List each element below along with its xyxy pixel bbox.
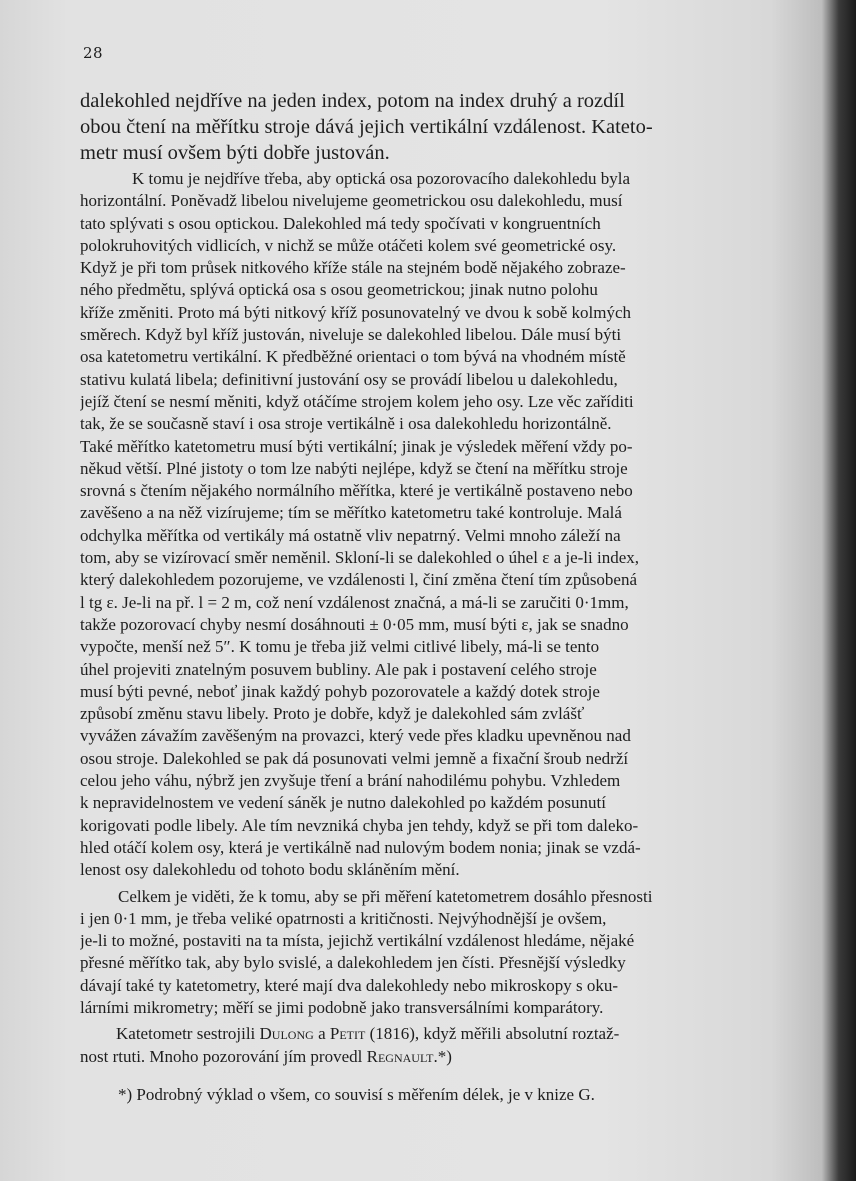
page-number: 28 [83, 44, 104, 62]
text-line: osou stroje. Dalekohled se pak dá posunovati velmi jemně a fixační šroub nedrží [80, 748, 629, 768]
text-line: polokruhovitých vidlicích, v nichž se může otáčeti kolem své geometrické osy. [80, 235, 617, 255]
text-line: Celkem je viděti, že k tomu, aby se při měření katetometrem dosáhlo přesnosti [118, 886, 653, 906]
text-line: osa katetometru vertikální. K předběžné orientaci o tom bývá na vhodném místě [80, 347, 626, 367]
text-line: hled otáčí kolem osy, která je vertikálně nad nulovým bodem nonia; jinak se vzdá- [80, 837, 641, 857]
text-line: horizontální. Poněvadž libelou nivelujeme geometrickou osu dalekohledu, musí [80, 191, 623, 211]
history-text: a [313, 1024, 330, 1044]
text-line: způsobí změnu stavu libely. Proto je dobře, když je dalekohled sám zvlášť [80, 704, 585, 724]
text-line: který dalekohledem pozorujeme, ve vzdálenosti l, činí změna čtení tím způsobená [80, 570, 638, 590]
text-line: metr musí ovšem býti dobře justován. [80, 142, 390, 164]
footnote: *) Podrobný výklad o všem, co souvisí s měřením délek, je v knize G. [118, 1085, 595, 1104]
text-line: tom, aby se vizírovací směr neměnil. Skloní-li se dalekohled o úhel ε a je-li index, [80, 548, 640, 568]
text-line: srovná s čtením nějakého normálního měřítka, které je vertikálně postaveno nebo [80, 481, 633, 501]
text-line: celou jeho váhu, nýbrž jen zvyšuje tření a brání nahodilému pohybu. Vzhledem [80, 771, 621, 791]
text-line: Také měřítko katetometru musí býti vertikální; jinak je výsledek měření vždy po- [80, 436, 633, 456]
text-line: musí býti pevné, neboť jinak každý pohyb pozorovatele a každý dotek stroje [80, 681, 600, 701]
body-text [80, 88, 770, 1068]
text-line: odchylka měřítka od vertikály má ostatně vliv nepatrný. Velmi mnoho záleží na [80, 525, 621, 545]
lead-paragraph [80, 88, 770, 166]
history-text: (1816), když měřili absolutní roztaž- [365, 1024, 620, 1044]
text-line: Když je při tom průsek nitkového kříže stále na stejném bodě nějakého zobraze- [80, 258, 626, 278]
text-line: lenost osy dalekohledu od tohoto bodu skláněním mění. [80, 860, 460, 880]
text-line: úhel projeviti znatelným posuvem bubliny. Ale pak i postavení celého stroje [80, 659, 597, 679]
history-text: .*) [433, 1046, 452, 1066]
text-line: vypočte, menší než 5″. K tomu je třeba již velmi citlivé libely, má-li se tento [80, 637, 600, 657]
text-line: l tg ε. Je-li na př. l = 2 m, což není vzdálenost značná, a má-li se zaručiti 0·1mm, [80, 592, 629, 612]
paragraph-alignment [80, 168, 770, 882]
text-line: jejíž čtení se nesmí měniti, když otáčíme strojem kolem jeho osy. Lze věc zaříditi [80, 391, 634, 411]
text-line: zavěšeno a na něž vizírujeme; tím se měřítko katetometru také kontroluje. Malá [80, 503, 622, 523]
text-line: stativu kulatá libela; definitivní justování osy se provádí libelou u dalekohledu, [80, 369, 618, 389]
text-line: i jen 0·1 mm, je třeba veliké opatrnosti a kritičnosti. Nejvýhodnější je ovšem, [80, 908, 607, 928]
text-line: tak, že se současně staví i osa stroje vertikálně i osa dalekohledu horizontálně. [80, 414, 612, 434]
text-line: obou čtení na měřítku stroje dává jejich vertikální vzdálenost. Kateto- [80, 116, 653, 138]
history-line-1 [80, 1023, 770, 1045]
history-text: nost rtuti. Mnoho pozorování jím provedl [80, 1046, 367, 1066]
text-line: směrech. Když byl kříž justován, niveluje se dalekohled libelou. Dále musí býti [80, 325, 622, 345]
text-line: kříže změniti. Proto má býti nitkový kříž posunovatelný ve dvou k sobě kolmých [80, 302, 631, 322]
text-line: přesné měřítko tak, aby bylo svislé, a dalekohledem jen čísti. Přesnější výsledky [80, 953, 626, 973]
text-line: lárními mikrometry; měří se jimi podobně jako transversálními komparátory. [80, 997, 604, 1017]
text-line: tato splývati s osou optickou. Dalekohled má tedy spočívati v kongruentních [80, 213, 601, 233]
name-petit: Petit [329, 1024, 366, 1044]
text-line: někud větší. Plné jistoty o tom lze nabýti nejlépe, když se čtení na měřítku stroje [80, 458, 628, 478]
history-line-2 [80, 1046, 770, 1068]
text-line: takže pozorovací chyby nesmí dosáhnouti ± 0·05 mm, musí býti ε, jak se snadno [80, 614, 629, 634]
text-line: k nepravidelnostem ve vedení sáněk je nutno dalekohled po každém posunutí [80, 793, 606, 813]
name-regnault: Regnault [366, 1046, 434, 1066]
text-line: korigovati podle libely. Ale tím nevzniká chyba jen tehdy, když se při tom daleko- [80, 815, 639, 835]
text-line: dalekohled nejdříve na jeden index, potom na index druhý a rozdíl [80, 90, 625, 112]
text-line: dávají také ty katetometry, které mají dva dalekohledy nebo mikroskopy s oku- [80, 975, 619, 995]
history-text: Katetometr sestrojili [116, 1024, 260, 1044]
text-line: vyvážen závažím zavěšeným na provazci, který vede přes kladku upevněnou nad [80, 726, 631, 746]
name-dulong: Dulong [259, 1024, 314, 1044]
text-line: ného předmětu, splývá optická osa s osou geometrickou; jinak nutno polohu [80, 280, 598, 300]
text-line: K tomu je nejdříve třeba, aby optická osa pozorovacího dalekohledu byla [132, 169, 631, 188]
text-line: je-li to možné, postaviti na ta místa, jejichž vertikální vzdálenost hledáme, nějaké [80, 931, 635, 951]
paragraph-conclusion [80, 886, 770, 1020]
paragraph-history [80, 1023, 770, 1068]
